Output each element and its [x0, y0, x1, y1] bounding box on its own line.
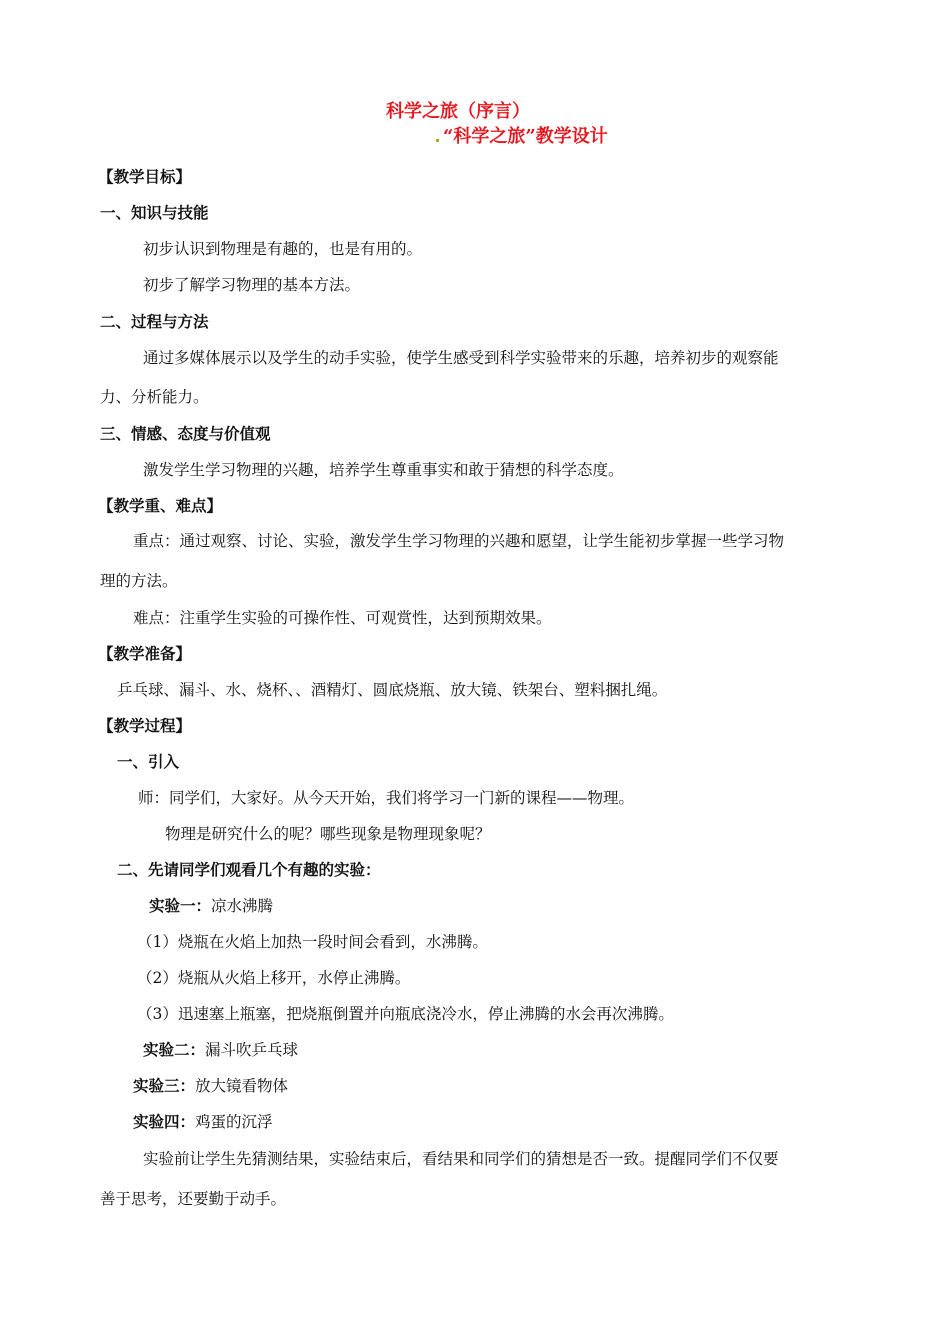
knowledge-p2: 初步了解学习物理的基本方法。 — [143, 276, 361, 294]
note-line1: 实验前让学生先猜测结果，实验结束后，看结果和同学们的猜想是否一致。提醒同学们不仅要 — [143, 1150, 779, 1168]
exp3-text: 放大镜看物体 — [195, 1077, 289, 1095]
key-header: 【教学重、难点】 — [98, 496, 223, 515]
knowledge-p1: 初步认识到物理是有趣的，也是有用的。 — [143, 240, 423, 258]
key-p1-line1: 重点：通过观察、讨论、实验，激发学生学习物理的兴趣和愿望，让学生能初步掌握一些学习物 — [133, 532, 785, 550]
goals-header: 【教学目标】 — [98, 167, 192, 186]
exp4-text: 鸡蛋的沉浮 — [195, 1113, 273, 1131]
exp1-step3: （3）迅速塞上瓶塞，把烧瓶倒置并向瓶底浇冷水，停止沸腾的水会再次沸腾。 — [137, 1005, 674, 1023]
process-p1-line2: 力、分析能力。 — [100, 388, 209, 406]
key-p1-line2: 理的方法。 — [100, 572, 178, 590]
process-heading: 二、过程与方法 — [100, 312, 209, 331]
exp1-label: 实验一： — [149, 896, 212, 915]
exp1-line — [149, 895, 273, 917]
exp3-line — [133, 1075, 288, 1097]
exp4-line — [133, 1111, 273, 1133]
experiments-heading: 二、先请同学们观看几个有趣的实验： — [117, 860, 381, 879]
green-dot-marker — [436, 139, 439, 142]
prep-header: 【教学准备】 — [98, 644, 192, 663]
emotion-heading: 三、情感、态度与价值观 — [100, 424, 271, 443]
prep-p1: 乒乓球、漏斗、水、烧杯、、酒精灯、圆底烧瓶、放大镜、铁架台、塑料捆扎绳。 — [117, 681, 668, 699]
key-p2: 难点：注重学生实验的可操作性、可观赏性，达到预期效果。 — [133, 609, 552, 627]
intro-p1: 师：同学们，大家好。从今天开始，我们将学习一门新的课程——物理。 — [138, 789, 635, 807]
note-line2: 善于思考，还要勤于动手。 — [100, 1190, 287, 1208]
exp2-text: 漏斗吹乒乓球 — [205, 1041, 299, 1059]
title-line-1: 科学之旅（序言） — [386, 101, 530, 122]
exp4-label: 实验四： — [133, 1112, 196, 1131]
knowledge-heading: 一、知识与技能 — [100, 203, 209, 222]
exp2-line — [143, 1039, 298, 1061]
title-line-2 — [436, 125, 608, 149]
title-line-2-text: “科学之旅”教学设计 — [443, 126, 608, 147]
intro-p2: 物理是研究什么的呢？哪些现象是物理现象呢？ — [165, 825, 491, 843]
exp1-text: 凉水沸腾 — [211, 897, 274, 915]
emotion-p1: 激发学生学习物理的兴趣，培养学生尊重事实和敢于猜想的科学态度。 — [143, 461, 624, 479]
exp1-step1: （1）烧瓶在火焰上加热一段时间会看到，水沸腾。 — [137, 933, 488, 951]
exp2-label: 实验二： — [143, 1040, 206, 1059]
intro-heading: 一、引入 — [117, 752, 180, 771]
exp1-step2: （2）烧瓶从火焰上移开，水停止沸腾。 — [137, 969, 411, 987]
process-p1-line1: 通过多媒体展示以及学生的动手实验，使学生感受到科学实验带来的乐趣，培养初步的观察能 — [143, 349, 779, 367]
course-header: 【教学过程】 — [98, 716, 192, 735]
exp3-label: 实验三： — [133, 1076, 196, 1095]
